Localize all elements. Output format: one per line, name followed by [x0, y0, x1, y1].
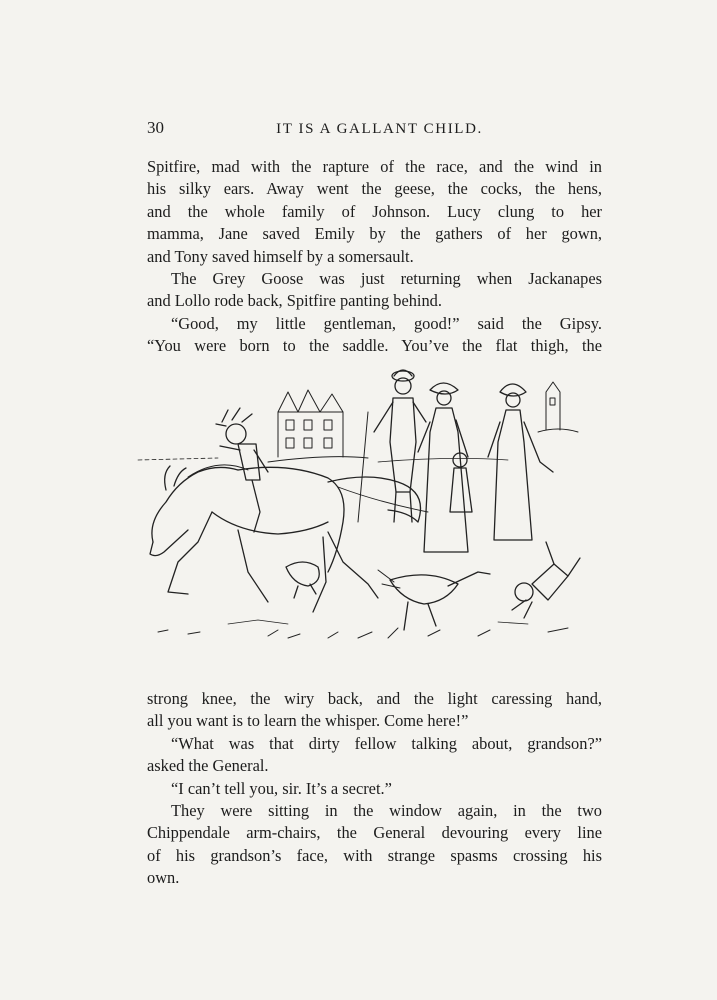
page-number: 30	[147, 118, 164, 137]
running-head: IT IS A GALLANT CHILD.	[276, 121, 483, 137]
text-line: and Tony saved himself by a somersault.	[147, 246, 414, 266]
tumbling-boy-icon	[512, 542, 580, 618]
dog-icon	[286, 562, 319, 598]
text-line: They were sitting in the window again, in the two	[171, 800, 602, 820]
house-icon	[268, 390, 368, 462]
text-line: own.	[147, 868, 180, 888]
church-tower-icon	[538, 382, 578, 432]
text-line: The Grey Goose was just returning when Jackanapes	[171, 268, 602, 288]
gentleman-figure-icon	[358, 370, 426, 522]
pony-icon	[150, 465, 428, 612]
text-line: asked the General.	[147, 756, 269, 776]
ink-illustration-boy-on-pony-icon	[128, 362, 598, 652]
text-line: “You were born to the saddle. You’ve the flat thigh, the	[147, 336, 602, 356]
page-header	[147, 118, 602, 138]
text-line: Chippendale arm-chairs, the General devouring every line	[147, 823, 602, 843]
text-line: strong knee, the wiry back, and the light caressing hand,	[147, 689, 602, 708]
woman-figure-icon	[488, 384, 553, 540]
text-line: of his grandson’s face, with strange spasms crossing his	[147, 845, 602, 865]
text-block-bottom	[147, 688, 602, 890]
text-line: “What was that dirty fellow talking about, grandson?”	[171, 733, 602, 753]
text-block-top	[147, 156, 602, 358]
text-line: mamma, Jane saved Emily by the gathers of her gown,	[147, 224, 602, 244]
text-line: Spitfire, mad with the rapture of the race, and the wind in	[147, 157, 602, 176]
text-line: “I can’t tell you, sir. It’s a secret.”	[171, 778, 392, 798]
text-line: and Lollo rode back, Spitfire panting behind.	[147, 291, 442, 311]
goose-icon	[378, 570, 490, 630]
text-line: “Good, my little gentleman, good!” said the Gipsy.	[171, 313, 602, 333]
text-line: all you want is to learn the whisper. Come here!”	[147, 711, 469, 731]
text-line: and the whole family of Johnson. Lucy clung to her	[147, 201, 602, 221]
text-line: his silky ears. Away went the geese, the cocks, the hens,	[147, 179, 602, 199]
